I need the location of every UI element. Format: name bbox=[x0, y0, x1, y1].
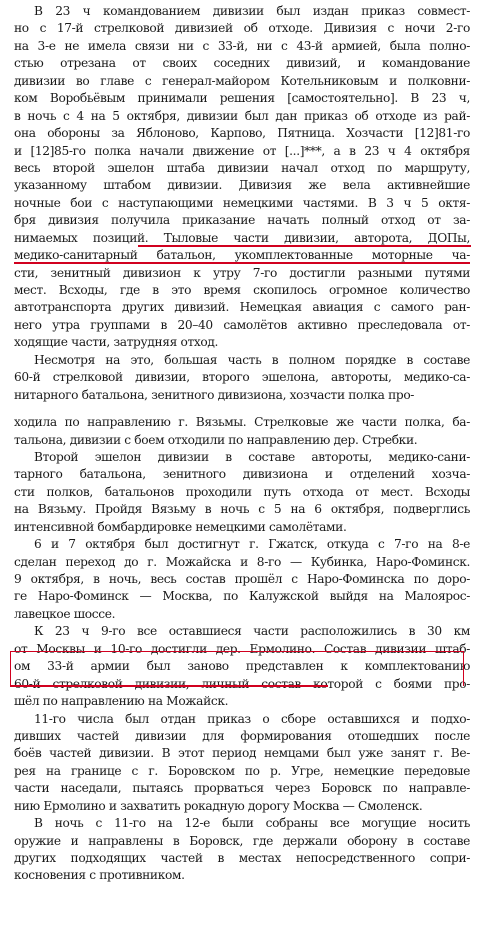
text-line: 11-го числа был отдан приказ о сборе оставшихся и подхо- bbox=[34, 711, 470, 726]
text-line: нию Ермолино и захватить рокадную дорогу Москва — Смоленск. bbox=[14, 798, 423, 813]
text-line: на 3-е не имела связи ни с 33-й, ни с 43-й армией, была полно- bbox=[14, 38, 470, 53]
text-line: ходила по направлению г. Вязьмы. Стрелковые же части полка, ба- bbox=[14, 415, 470, 430]
text-line: ком Воробьёвым принимали решения [самостоятельно]. В 23 ч, bbox=[14, 91, 470, 106]
text-line: рея на границе с г. Боровском по р. Угре, немецкие передовые bbox=[14, 763, 470, 778]
text-line: оружие и направлены в Боровск, где держали оборону в составе bbox=[14, 833, 470, 848]
text-line: дивизии во главе с генерал-майором Котельниковым и полковни- bbox=[14, 73, 470, 88]
text-line: К 23 ч 9-го все оставшиеся части расположились в 30 км bbox=[34, 624, 470, 639]
paragraph-gap bbox=[14, 404, 470, 414]
text-line: других подходящих частей в местах непосредственного сопри- bbox=[14, 851, 470, 865]
text-line: лавецкое шоссе. bbox=[14, 606, 116, 621]
text-line: сделан переход до г. Можайска и 8-го — Кубинка, Наро-Фоминск. bbox=[14, 554, 470, 569]
text-line: она обороны за Яблоново, Карпово, Пятница. Хозчасти [12]81-го bbox=[14, 126, 470, 141]
text-line: мест. Всходы, где в это время скопилось огромное количество bbox=[14, 283, 470, 297]
text-line: ом 33-й армии был заново представлен к комплектованию bbox=[14, 659, 470, 674]
text-line: автотранспорта других дивизий. Немецкая авиация с самого ран- bbox=[14, 300, 470, 315]
text-line: но с 17-й стрелковой дивизией об отходе. Дивизия с ночи 2-го bbox=[14, 21, 470, 36]
text-line: и [12]85-го полка начали движение от [...]***, а в 23 ч 4 октября bbox=[14, 143, 470, 158]
text-line: от Москвы и 10-го достигли дер. Ермолино. Состав дивизии штаб- bbox=[14, 641, 470, 656]
paragraph bbox=[14, 352, 470, 404]
text-line: указанному штабом дивизии. Дивизия же вела активнейшие bbox=[14, 178, 470, 193]
text-line: ночные бои с наступающими немецкими частями. В 3 ч 5 октя- bbox=[14, 195, 470, 210]
text-line: Несмотря на это, большая часть в полном порядке в составе bbox=[34, 352, 470, 367]
text-line: ге Наро-Фоминск — Москва, по Калужской выйдя на Малоярос- bbox=[14, 589, 470, 604]
text-line: сти, зенитный дивизион к утру 7-го достигли разными путями bbox=[14, 265, 470, 280]
text-line: ходящие части, затрудняя отход. bbox=[14, 335, 219, 350]
text-line: 60-й стрелковой дивизии, личный состав которой с боями про- bbox=[14, 676, 470, 691]
text-line: В ночь с 11-го на 12-е были собраны все могущие носить bbox=[34, 816, 470, 831]
paragraph bbox=[14, 815, 470, 885]
highlight-underline-2 bbox=[138, 245, 471, 247]
paragraph bbox=[14, 711, 470, 816]
document-text bbox=[14, 3, 470, 885]
paragraph bbox=[14, 449, 470, 536]
text-line: медико-санитарный батальон, укомплектованные моторные ча- bbox=[14, 248, 470, 263]
text-line: сти полков, батальонов проходили путь отхода от мест. Всходы bbox=[14, 484, 470, 499]
text-line: тарного батальона, зенитного дивизиона и отделений хозча- bbox=[14, 467, 470, 482]
text-line: тальона, дивизии с боем отходили по направлению дер. Стребки. bbox=[14, 432, 418, 447]
paragraph bbox=[14, 414, 470, 449]
highlight-underline-1 bbox=[10, 685, 328, 687]
text-line: 60-й стрелковой дивизии, второго эшелона, автороты, медико-са- bbox=[14, 370, 470, 385]
text-line: нимаемых позиций. Тыловые части дивизии, авторота, ДОПы, bbox=[14, 230, 470, 245]
paragraph bbox=[14, 536, 470, 623]
text-line: весь второй эшелон штаба дивизии начал отход по маршруту, bbox=[14, 160, 470, 175]
text-line: нитарного батальона, зенитного дивизиона, хозчасти полка про- bbox=[14, 387, 415, 402]
text-line: части наседали, пытаясь прорваться через Боровск по направле- bbox=[14, 781, 470, 796]
text-line: боёв частей дивизии. В этот период немцами был уже занят г. Ве- bbox=[14, 746, 470, 761]
text-line: дивших частей дивизии для формирования отошедших после bbox=[14, 728, 470, 743]
text-line: В 23 ч командованием дивизии был издан приказ совмест- bbox=[34, 4, 470, 18]
text-line: 6 и 7 октября был достигнут г. Гжатск, откуда с 7-го на 8-е bbox=[34, 537, 470, 552]
highlight-box bbox=[10, 651, 464, 686]
text-line: стью отрезана от своих соседних дивизий, и командование bbox=[14, 56, 470, 71]
text-line: Второй эшелон дивизии в составе автороты, медико-сани- bbox=[34, 449, 470, 464]
text-line: интенсивной бомбардировке немецкими самолётами. bbox=[14, 519, 347, 534]
text-line: косновения с противником. bbox=[14, 868, 185, 883]
text-line: бря дивизия получила приказание начать полный отход от за- bbox=[14, 213, 470, 228]
text-line: 9 октября, в ночь, весь состав прошёл с Наро-Фоминска по доро- bbox=[14, 572, 470, 586]
text-line: на Вязьму. Пройдя Вязьму в ночь с 5 на 6 октября, подверглись bbox=[14, 502, 470, 517]
highlight-underline-3 bbox=[14, 262, 470, 264]
text-line: шёл по направлению на Можайск. bbox=[14, 694, 229, 709]
paragraph bbox=[14, 3, 470, 352]
text-line: него утра группами в 20–40 самолётов активно преследовала от- bbox=[14, 317, 470, 332]
text-line: в ночь с 4 на 5 октября, дивизии был дан приказ об отходе из рай- bbox=[14, 108, 470, 123]
